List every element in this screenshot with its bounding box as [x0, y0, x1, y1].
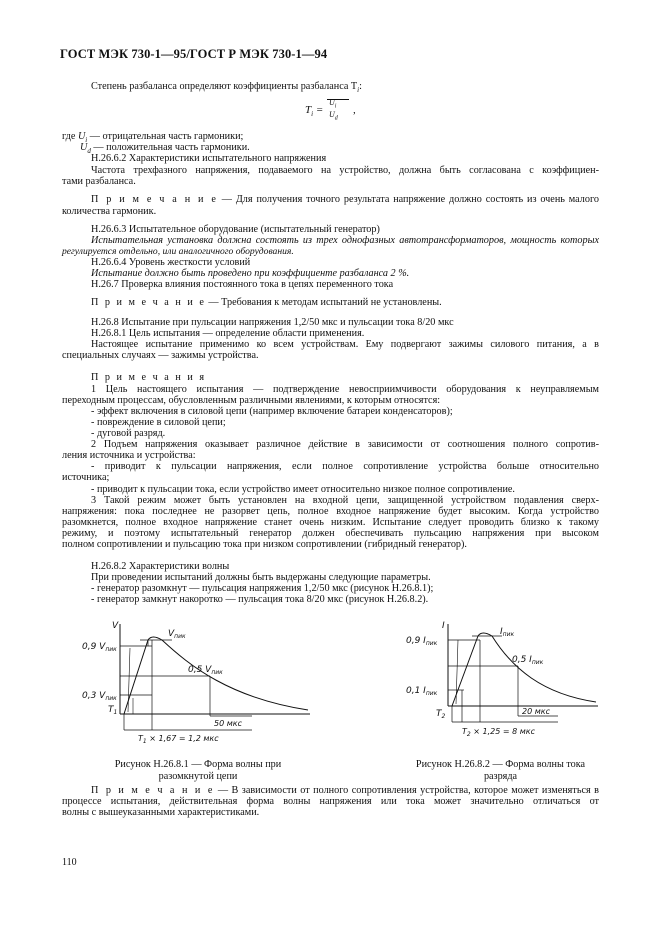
fig2-level-01: 0,1 I	[406, 686, 426, 696]
section-h2664-title: H.26.6.4 Уровень жесткости условий	[91, 257, 251, 268]
note3-line1: 3 Такой режим может быть установлен на входной цепи, защищенной устройством подавления сверх-	[91, 495, 599, 506]
section-h2681-title: H.26.8.1 Цель испытания — определение области применения.	[91, 328, 365, 339]
note3-line2: напряжения: пока последнее не разорвет цепь, полное входное напряжение будет высоким. Когда устройство	[62, 506, 599, 517]
svg-text:0,1 Iпик: 0,1 $I_{пик}$	[406, 686, 438, 697]
svg-text:0,3 Vпик: 0,3 $V_{пик}$	[82, 691, 117, 702]
note3-line5: полном сопротивлении и пульсацию тока при низком сопротивлении (гибридный генератор).	[62, 539, 467, 550]
fig1-level-09: 0,9 V	[82, 642, 106, 652]
svg-text:0,5 Vпик: 0,5 $V_{пик}$	[188, 665, 223, 676]
figure-voltage-wave	[80, 618, 320, 748]
fig1-axis-label: V	[112, 621, 119, 631]
section-h2663-line2: регулируется отдельно, или аналогичного оборудования.	[62, 246, 294, 257]
fig2-duration: 20 мкс	[522, 707, 550, 716]
note-3-line3: волны с вышеуказанными характеристиками.	[62, 807, 260, 818]
note1-bullet2: - повреждение в силовой цепи;	[91, 417, 226, 428]
note1-line1: 1 Цель настоящего испытания — подтверждение невосприимчивости оборудования к неуправляемым	[91, 384, 599, 395]
note2-line1: 2 Подъем напряжения оказывает различное действие в зависимости от соотношения полного сопротив-	[91, 439, 599, 450]
fig2-level-09: 0,9 I	[406, 636, 426, 646]
note1-bullet3: - дуговой разряд.	[91, 428, 166, 439]
note2-bullet1-line1: - приводит к пульсации напряжения, если полное сопротивление устройства больше относительно	[91, 461, 599, 472]
fig1-formula: T	[138, 734, 143, 743]
section-h268-title: H.26.8 Испытание при пульсации напряжения 1,2/50 мкс и пульсации тока 8/20 мкс	[91, 317, 454, 328]
note-1-line1: П р и м е ч а н и е — Для получения точного результата напряжение должно состоять из очень малого	[91, 194, 599, 205]
section-h2662-title: H.26.6.2 Характеристики испытательного напряжения	[91, 153, 327, 164]
figure-current-wave	[402, 618, 602, 748]
section-h2663-line1: Испытательная установка должна состоять из трех однофазных автотрансформаторов, мощность которых	[91, 235, 599, 246]
section-h2682-bullet2: - генератор замкнут накоротко — пульсация тока 8/20 мкс (рисунок H.26.8.2).	[91, 594, 429, 605]
note-2: П р и м е ч а н и е — Требования к методам испытаний не установлены.	[91, 297, 442, 308]
svg-text:Vпик: $V_{пик}$	[168, 629, 186, 640]
figure-1-caption: Рисунок H.26.8.1 — Форма волны при разомкнутой цепи	[114, 759, 282, 782]
page-header: ГОСТ МЭК 730-1—95/ГОСТ Р МЭК 730-1—94	[60, 47, 328, 61]
section-h2662-line1: Частота трехфазного напряжения, подаваемого на устройство, должна быть согласована с коэффициен-	[91, 165, 599, 176]
svg-text:T2: $T_2$	[436, 709, 446, 720]
svg-text:T1 × 1,67 = 1,2 мкс: $T_1 \times 1,67 = 1,2$ мкс	[138, 734, 219, 745]
section-h2682-title: H.26.8.2 Характеристики волны	[91, 561, 230, 572]
section-h2662-line2: тами разбаланса.	[62, 176, 136, 187]
where-line-2: $U_d$ — положительная часть гармоники.	[80, 142, 250, 156]
section-h2663-title: H.26.6.3 Испытательное оборудование (испытательный генератор)	[91, 224, 380, 235]
section-h2681-line1: Настоящее испытание применимо ко всем устройствам. Ему подвергают зажимы силового питания, а в	[91, 339, 599, 350]
section-h2682-bullet1: - генератор разомкнут — пульсация напряжения 1,2/50 мкс (рисунок H.26.8.1);	[91, 583, 434, 594]
note3-line3: разомкнется, полное входное напряжение станет очень низким. Испытание следует проводить близко к такому	[62, 517, 599, 528]
svg-text:T1: $T_1$	[108, 705, 118, 716]
svg-text:0,9 Vпик: 0,9 $V_{пик}$	[82, 642, 117, 653]
fig1-level-03: 0,3 V	[82, 691, 106, 701]
note-3-line1: П р и м е ч а н и е — В зависимости от полного сопротивления устройства, которое может изменяться в	[91, 785, 599, 796]
where-line-1: где $U_i$ — отрицательная часть гармоники;	[62, 131, 244, 145]
section-h2682-line1: При проведении испытаний должны быть выдержаны следующие параметры.	[91, 572, 431, 583]
intro-text: Степень разбаланса определяют коэффициенты разбаланса $T_i$:	[91, 81, 362, 95]
figure-2-caption: Рисунок H.26.8.2 — Форма волны тока разряда	[415, 759, 586, 782]
fig1-duration: 50 мкс	[214, 719, 242, 728]
notes-title: П р и м е ч а н и я	[91, 372, 207, 383]
note-1-line2: количества гармоник.	[62, 206, 157, 217]
fig1-peak: V	[168, 629, 175, 639]
note1-line2: переходным процессам, обусловленным различными явлениями, к которым относятся:	[62, 395, 441, 406]
page-number: 110	[62, 857, 77, 868]
svg-text:Iпик: $I_{пик}$	[500, 627, 515, 638]
fig2-formula: T	[462, 727, 467, 736]
note3-line4: режиму, и поэтому испытательный генератор должен обеспечивать пульсацию напряжения при высоком	[62, 528, 599, 539]
fig2-peak: I	[500, 627, 503, 637]
svg-text:0,9 Iпик: 0,9 $I_{пик}$	[406, 636, 438, 647]
fig2-axis-label: I	[442, 621, 445, 631]
section-h2681-line2: специальных случаях — зажимы устройства.	[62, 350, 259, 361]
svg-text:T2 × 1,25 = 8 мкс: $T_2 \times 1,25 = 8$ мкс	[462, 727, 536, 738]
fig2-t2: T	[436, 709, 442, 719]
section-h2664-line1: Испытание должно быть проведено при коэффициенте разбаланса 2 %.	[91, 268, 410, 279]
note2-bullet2: - приводит к пульсации тока, если устройство имеет относительно низкое полное сопротивление.	[91, 484, 515, 495]
note1-bullet1: - эффект включения в силовой цепи (например включение батареи конденсаторов);	[91, 406, 453, 417]
imbalance-formula: $T_i$ = $U_i$ $U_d$ ,	[305, 98, 356, 122]
note-3-line2: процессе испытания, действительная форма волны напряжения или тока может значительно отличаться от	[62, 796, 599, 807]
svg-text:0,5 Iпик: 0,5 $I_{пик}$	[512, 655, 544, 666]
fig1-t1: T	[108, 705, 114, 715]
fig2-level-05: 0,5 I	[512, 655, 532, 665]
note2-line2: ления источника и устройства:	[62, 450, 196, 461]
section-h267-title: H.26.7 Проверка влияния постоянного тока в цепях переменного тока	[91, 279, 394, 290]
note2-bullet1-line2: источника;	[62, 472, 110, 483]
fig1-level-05: 0,5 V	[188, 665, 212, 675]
